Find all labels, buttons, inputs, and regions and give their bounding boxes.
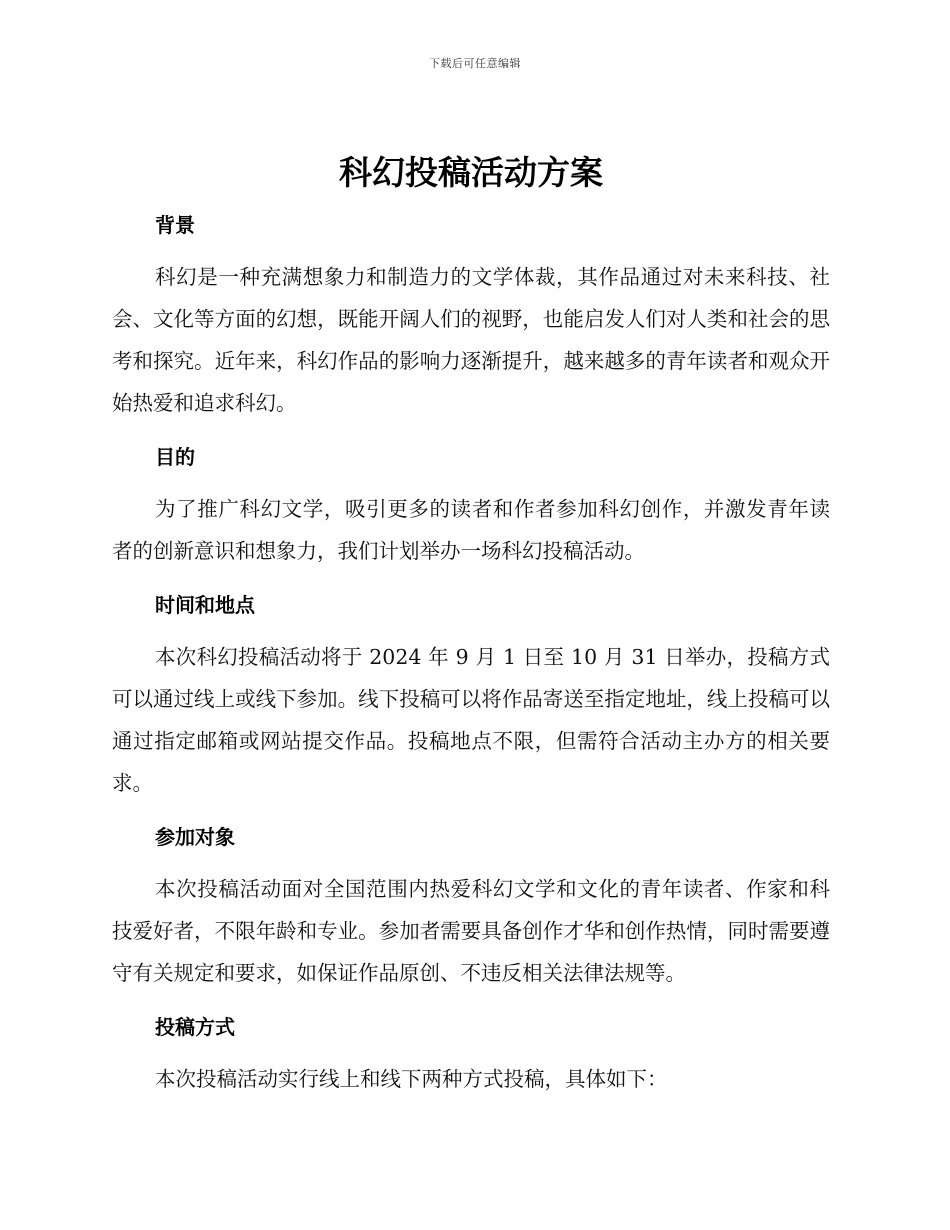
document-content [112,148,830,1100]
document-title: 科幻投稿活动方案 [339,153,603,192]
section-body-participants: 本次投稿活动面对全国范围内热爱科幻文学和文化的青年读者、作家和科技爱好者，不限年龄和专业。参加者需要具备创作才华和创作热情，同时需要遵守有关规定和要求，如保证作品原创、不违反相关法律法规等。 [112,877,830,985]
section-body-background: 科幻是一种充满想象力和制造力的文学体裁，其作品通过对未来科技、社会、文化等方面的幻想，既能开阔人们的视野，也能启发人们对人类和社会的思考和探究。近年来，科幻作品的影响力逐渐提升，越来越多的青年读者和观众开始热爱和追求科幻。 [112,265,830,415]
section-heading-background: 背景 [155,213,195,237]
header-note: 下载后可任意编辑 [429,57,521,70]
section-heading-time-place: 时间和地点 [155,593,255,617]
section-body-purpose: 为了推广科幻文学，吸引更多的读者和作者参加科幻创作，并激发青年读者的创新意识和想象力，我们计划举办一场科幻投稿活动。 [112,497,830,563]
section-heading-submission-method: 投稿方式 [155,1015,235,1039]
section-heading-participants: 参加对象 [155,825,235,849]
section-body-time-place: 本次科幻投稿活动将于 2024 年 9 月 1 日至 10 月 31 日举办，投稿方式可以通过线上或线下参加。线下投稿可以将作品寄送至指定地址，线上投稿可以通过指定邮箱或网站提交作品。投稿地点不限，但需符合活动主办方的相关要求。 [112,645,830,795]
section-heading-purpose: 目的 [155,445,195,469]
section-body-submission-method: 本次投稿活动实行线上和线下两种方式投稿，具体如下： [155,1067,668,1091]
